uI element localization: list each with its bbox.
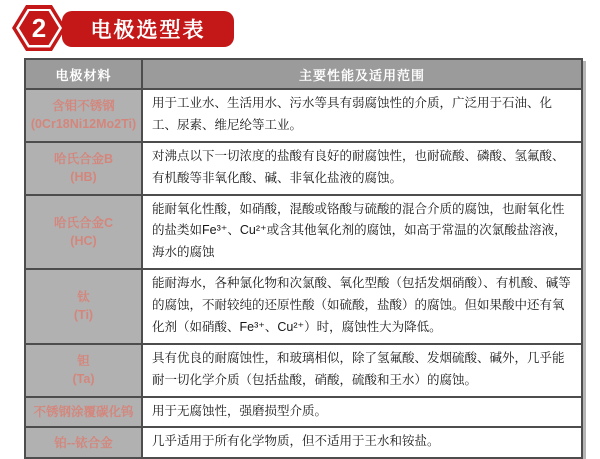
material-cell bbox=[25, 142, 142, 195]
material-cell bbox=[25, 344, 142, 397]
column-header-performance: 主要性能及适用范围 bbox=[142, 59, 582, 89]
performance-cell: 能耐氧化性酸，如硝酸，混酸或铬酸与硫酸的混合介质的腐蚀，也耐氧化性的盐类如Fe³⁺、Cu²⁺或含其他氧化剂的腐蚀，如高于常温的次氯酸盐溶液，海水的腐蚀 bbox=[142, 195, 582, 270]
material-cell bbox=[25, 427, 142, 458]
material-name: 哈氏合金C bbox=[53, 215, 114, 230]
table-row bbox=[25, 397, 582, 428]
table-row bbox=[25, 427, 582, 458]
material-name: 不锈钢涂覆碳化钨 bbox=[33, 404, 134, 419]
table-header-row bbox=[25, 59, 582, 89]
material-code: (HB) bbox=[70, 170, 97, 185]
page-title: 电极选型表 bbox=[62, 11, 234, 47]
material-code: (HC) bbox=[70, 233, 97, 248]
column-header-material: 电极材料 bbox=[25, 59, 142, 89]
section-number: 2 bbox=[31, 12, 47, 43]
material-cell bbox=[25, 269, 142, 344]
section-number-badge bbox=[12, 5, 66, 51]
table-row bbox=[25, 142, 582, 195]
table-row bbox=[25, 195, 582, 270]
electrode-selection-table bbox=[24, 58, 583, 459]
material-code: (0Cr18Ni12Mo2Ti) bbox=[30, 117, 137, 132]
performance-cell: 能耐海水，各种氯化物和次氯酸、氧化型酸（包括发烟硝酸）、有机酸、碱等的腐蚀，不耐较纯的还原性酸（如硫酸，盐酸）的腐蚀。但如果酸中还有氧化剂（如硝酸、Fe³⁺、Cu²⁺）时，腐蚀性大为降低。 bbox=[142, 269, 582, 344]
performance-cell: 用于工业水、生活用水、污水等具有弱腐蚀性的介质，广泛用于石油、化工、尿素、维尼纶等工业。 bbox=[142, 89, 582, 142]
performance-cell: 几乎适用于所有化学物质，但不适用于王水和铵盐。 bbox=[142, 427, 582, 458]
material-name: 钽 bbox=[77, 354, 90, 368]
material-name: 含钼不锈钢 bbox=[52, 99, 115, 114]
material-cell bbox=[25, 397, 142, 428]
performance-cell: 具有优良的耐腐蚀性，和玻璃相似，除了氢氟酸、发烟硫酸、碱外，几乎能耐一切化学介质（包括盐酸，硝酸，硫酸和王水）的腐蚀。 bbox=[142, 344, 582, 397]
table-row bbox=[25, 269, 582, 344]
material-name: 哈氏合金B bbox=[53, 152, 114, 166]
material-name: 钛 bbox=[77, 290, 90, 305]
table-row bbox=[25, 89, 582, 142]
material-cell bbox=[25, 195, 142, 270]
performance-cell: 对沸点以下一切浓度的盐酸有良好的耐腐蚀性，也耐硫酸、磷酸、氢氟酸、有机酸等非氧化酸、碱、非氧化盐液的腐蚀。 bbox=[142, 142, 582, 195]
material-code: (Ta) bbox=[72, 372, 95, 387]
page-header bbox=[0, 0, 600, 56]
material-code: (Ti) bbox=[73, 308, 94, 323]
material-cell bbox=[25, 89, 142, 142]
table-row bbox=[25, 344, 582, 397]
material-name: 铂--铱合金 bbox=[54, 435, 113, 450]
performance-cell: 用于无腐蚀性，强磨损型介质。 bbox=[142, 397, 582, 428]
